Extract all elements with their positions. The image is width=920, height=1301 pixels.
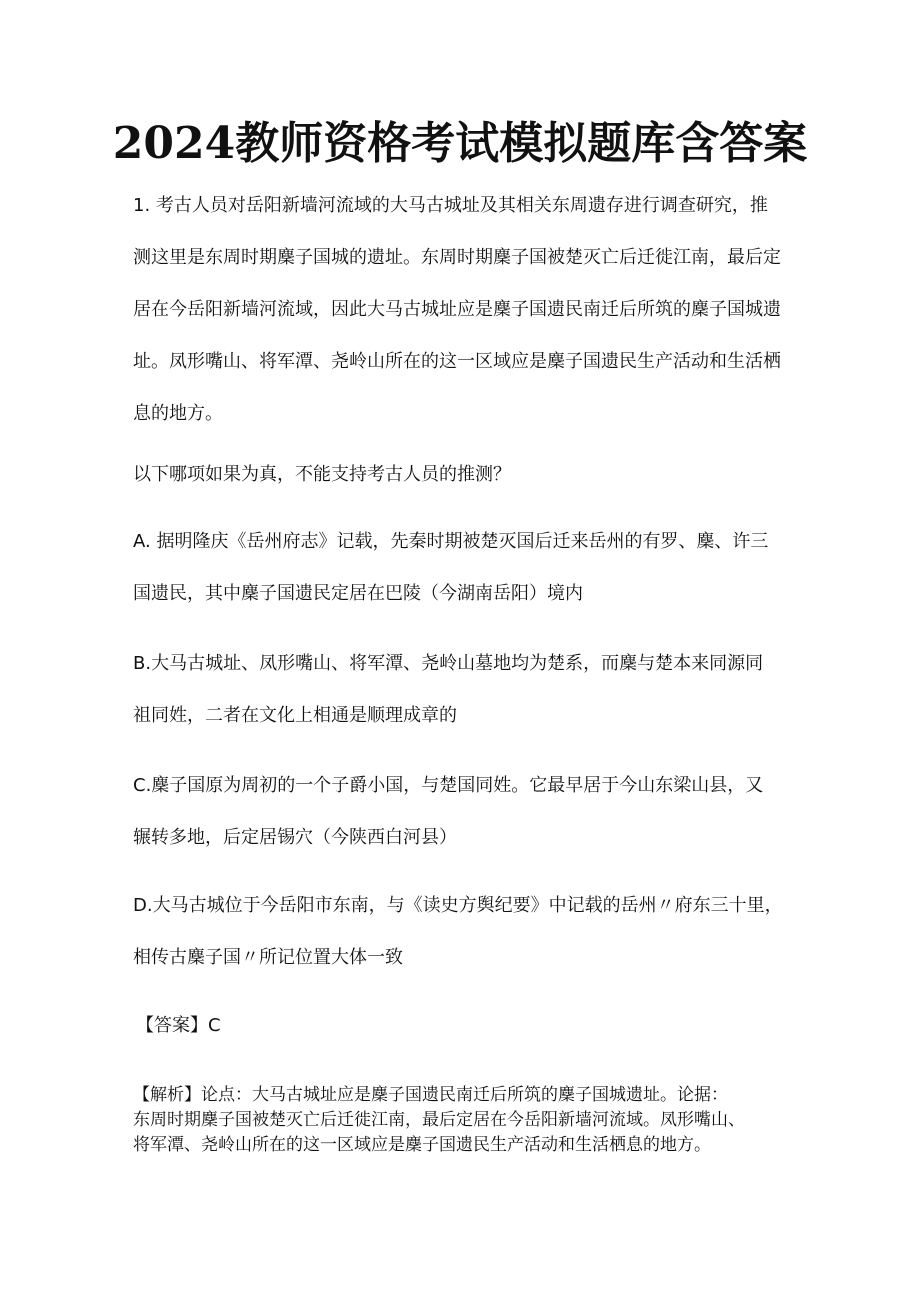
option-c-line: 辗转多地，后定居锡穴（今陕西白河县） — [133, 827, 457, 848]
question-stem — [133, 180, 803, 440]
analysis-line: 将军潭、尧岭山所在的这一区域应是麇子国遗民生产活动和生活栖息的地方。 — [133, 1135, 711, 1155]
analysis-line: 东周时期麇子国被楚灭亡后迁徙江南，最后定居在今岳阳新墙河流域。凤形嘴山、 — [133, 1110, 745, 1130]
document-title: 2024教师资格考试模拟题库含答案 — [112, 118, 808, 169]
option-b-line: 祖同姓，二者在文化上相通是顺理成章的 — [133, 705, 457, 726]
question-stem-line: 址。凤形嘴山、将军潭、尧岭山所在的这一区域应是麇子国遗民生产活动和生活栖 — [133, 351, 781, 372]
question-prompt — [133, 449, 803, 501]
option-c — [133, 760, 803, 864]
option-d — [133, 880, 803, 984]
option-d-line: D.大马古城位于今岳阳市东南，与《读史方舆纪要》中记载的岳州〃府东三十里， — [133, 895, 783, 916]
question-stem-line: 1. 考古人员对岳阳新墙河流域的大马古城址及其相关东周遗存进行调查研究，推 — [133, 195, 768, 216]
answer-label: 【答案】C — [136, 1015, 221, 1036]
question-prompt-text: 以下哪项如果为真，不能支持考古人员的推测？ — [133, 464, 511, 485]
option-d-line: 相传古麇子国〃所记位置大体一致 — [133, 947, 403, 968]
analysis-line: 【解析】论点：大马古城址应是麇子国遗民南迁后所筑的麇子国城遗址。论据： — [133, 1085, 728, 1105]
question-stem-line: 息的地方。 — [133, 403, 223, 424]
option-b — [133, 638, 803, 742]
option-c-line: C.麇子国原为周初的一个子爵小国，与楚国同姓。它最早居于今山东梁山县，又 — [133, 775, 764, 796]
option-a-line: A. 据明隆庆《岳州府志》记载，先秦时期被楚灭国后迁来岳州的有罗、麇、许三 — [133, 531, 769, 552]
option-a-line: 国遗民，其中麇子国遗民定居在巴陵（今湖南岳阳）境内 — [133, 583, 583, 604]
question-stem-line: 居在今岳阳新墙河流域，因此大马古城址应是麇子国遗民南迁后所筑的麇子国城遗 — [133, 299, 781, 320]
option-a — [133, 516, 803, 620]
analysis-section — [133, 1083, 813, 1158]
option-b-line: B.大马古城址、凤形嘴山、将军潭、尧岭山墓地均为楚系，而麇与楚本来同源同 — [133, 653, 764, 674]
question-stem-line: 测这里是东周时期麇子国城的遗址。东周时期麇子国被楚灭亡后迁徙江南，最后定 — [133, 247, 781, 268]
